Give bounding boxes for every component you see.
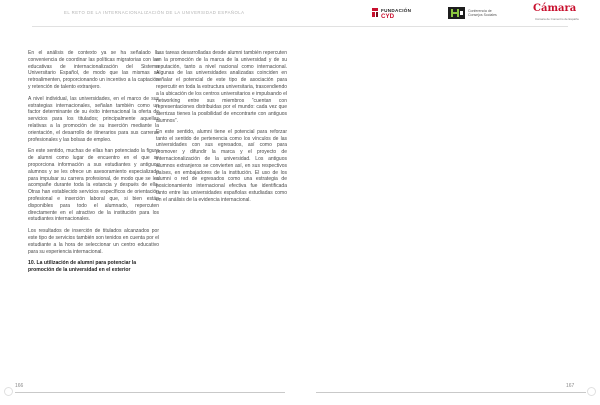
page-number-left: 166 [15, 383, 24, 389]
left-column [28, 50, 159, 274]
fundacion-cyd-line2: CYD [381, 13, 395, 20]
left-paragraph-3: En este sentido, muchas de ellas han potenciado la figura de alumni como lugar de encuentro en el que se proporciona información a sus estudiantes y antiguos alumnos y se les ofrece un asesoramiento especializado para impulsar su carrera profesional, de modo que se les acompañe durante toda la estancia y después de ella. Otras han establecido servicios específicos de orientación profesional e inserción laboral que, si bien están disponibles para todo el alumnado, repercuten directamente en el atractivo de la institución para los estudiantes internacionales. [28, 148, 159, 223]
right-column [156, 50, 287, 208]
page-number-right: 167 [566, 383, 575, 389]
footer-divider-right [316, 392, 586, 393]
consejos-sociales-text: Conferencia de Consejos Sociales [468, 9, 497, 18]
left-paragraph-1: En el análisis de contexto ya se ha señalado la conveniencia de coordinar las políticas migratorias con las educativas de internacionalización del Sistema Universitario Español, de modo que las mismas se retroalimenten, proporcionando un incentivo a la captación y retención de talento extranjero. [28, 50, 159, 90]
right-corner-mark [587, 387, 596, 396]
footer-divider-left [15, 392, 285, 393]
fundacion-cyd-mark-icon [372, 8, 378, 17]
camara-logo [533, 2, 579, 24]
right-paragraph-2: En este sentido, alumni tiene el potencial para reforzar tanto el sentido de pertenencia como los vínculos de las universidades con sus egresados, así como para promover y difundir la marca y el proyecto de internacionalización de la universidad. Los antiguos alumnos extranjeros se convierten así, en sus respectivos países, en embajadores de la institución. El uso de los alumni o red de egresados como una estrategia de posicionamiento internacional efectiva fue identificada tanto entre las universidades españolas estudiadas como en el análisis de la evidencia internacional. [156, 128, 287, 203]
running-header-title: EL RETO DE LA INTERNACIONALIZACIÓN DE LA UNIVERSIDAD ESPAÑOLA [64, 10, 245, 15]
camara-logo-subtitle: Cámara de Comercio de España [535, 17, 579, 21]
consejos-sociales-mark-icon [448, 7, 465, 19]
left-paragraph-2: A nivel individual, las universidades, en el marco de sus estrategias internacionales, señalan también como un factor determinante de su éxito internacional la oferta de servicios para los titulados; principalmente aquellas relativas a la promoción de su inserción mediante la orientación, el desarrollo de itinerarios para sus carreras profesionales y las bolsas de empleo. [28, 95, 159, 143]
left-corner-mark [4, 387, 13, 396]
fundacion-cyd-line1: FUNDACIÓN [381, 8, 412, 13]
right-paragraph-1: Las tareas desarrolladas desde alumni también repercuten en la promoción de la marca de la universidad y de su reputación, tanto a nivel nacional como internacional. Algunas de las universidades analizadas coinciden en señalar el potencial de este tipo de asociación para repercutir en toda la estructura universitaria, trascendiendo a la ubicación de los centros universitarios e impulsando el networking entre sus miembros “cuentan con representaciones distribuidas por el mundo: cada vez que aterrizas tienes la posibilidad de encontrarte con antiguos alumnos”. [156, 50, 287, 124]
camara-logo-text: Cámara [533, 3, 577, 14]
left-paragraph-4: Los resultados de inserción de titulados alcanzados por este tipo de servicios también son tenidos en cuenta por el estudiante a la hora de seleccionar un centro educativo para su experiencia internacional. [28, 228, 159, 255]
page-header [0, 0, 600, 27]
consejos-sociales-logo [448, 6, 504, 21]
section-heading: 10. La utilización de alumni para potenciar la promoción de la universidad en el exterior [28, 260, 137, 274]
fundacion-cyd-logo [372, 6, 418, 20]
